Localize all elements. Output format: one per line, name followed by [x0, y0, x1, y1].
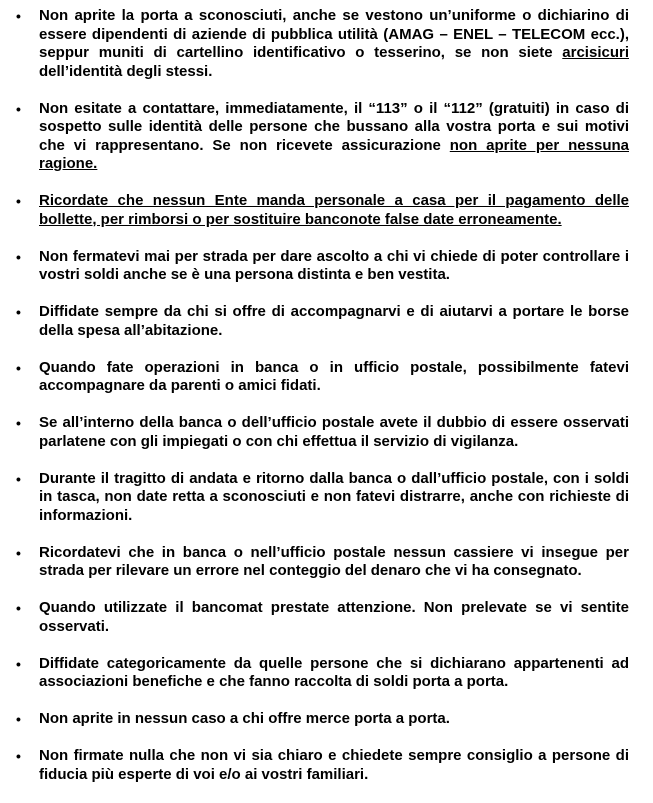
bullet-icon: •: [16, 748, 21, 764]
advice-item: [0, 100, 653, 174]
item-text: [39, 100, 629, 173]
item-text: Durante il tragitto di andata e ritorno dalla banca o dall’ufficio postale, con i soldi in tasca, non date retta a sconosciuti e non fatevi distrarre, anche con richieste di informazioni.: [39, 469, 629, 524]
advice-item: [0, 7, 653, 81]
bullet-icon: •: [16, 8, 21, 24]
bullet-icon: •: [16, 193, 21, 209]
item-text: Se all’interno della banca o dell’ufficio postale avete il dubbio di essere osservati parlatene con gli impiegati o con chi effettua il servizio di vigilanza.: [39, 414, 629, 450]
advice-item: [0, 655, 653, 692]
advice-item: [0, 414, 653, 451]
underlined-text: Ricordate che nessun Ente manda personale a casa per il pagamento delle bollette, per rimborsi o per sostituire banconote false date erroneamente.: [39, 192, 629, 228]
underlined-text: arcisicuri: [562, 44, 629, 61]
item-text-part: Non aprite la porta a sconosciuti, anche se vestono un’uniforme o dichiarino di essere dipendenti di aziende di pubblica utilità (AMAG – ENEL – TELECOM ecc.), seppur muniti di cartellino identificativo o tesserino, se non siete: [39, 7, 629, 61]
advice-item: [0, 359, 653, 396]
advice-item: [0, 248, 653, 285]
advice-item: [0, 710, 653, 729]
item-text: Quando utilizzate il bancomat prestate attenzione. Non prelevate se vi sentite osservati.: [39, 599, 629, 635]
advice-item: [0, 544, 653, 581]
underlined-text: non aprite per nessuna ragione.: [39, 136, 629, 172]
item-text: [39, 192, 629, 228]
advice-item: [0, 599, 653, 636]
item-text: Diffidate categoricamente da quelle persone che si dichiarano appartenenti ad associazioni benefiche e che fanno raccolta di soldi porta a porta.: [39, 654, 629, 690]
item-text: [39, 7, 629, 80]
bullet-icon: •: [16, 544, 21, 561]
advice-item: [0, 303, 653, 340]
bullet-icon: •: [16, 248, 21, 265]
item-text: Non firmate nulla che non vi sia chiaro e chiedete sempre consiglio a persone di fiducia più esperte di voi e/o ai vostri familiari.: [39, 747, 629, 783]
item-text: Ricordatevi che in banca o nell’ufficio postale nessun cassiere vi insegue per strada per rilevare un errore nel conteggio del denaro che vi ha consegnato.: [39, 543, 629, 579]
advice-item: [0, 747, 653, 784]
bullet-icon: •: [16, 711, 21, 727]
bullet-icon: •: [16, 100, 21, 117]
bullet-icon: •: [16, 470, 21, 487]
item-text: Non fermatevi mai per strada per dare ascolto a chi vi chiede di poter controllare i vostri soldi anche se è una persona distinta e ben vestita.: [39, 247, 629, 283]
item-text: Quando fate operazioni in banca o in ufficio postale, possibilmente fatevi accompagnare da parenti o amici fidati.: [39, 358, 629, 394]
item-text: Non aprite in nessun caso a chi offre merce porta a porta.: [39, 710, 450, 727]
advice-item: [0, 470, 653, 526]
advice-item: [0, 192, 653, 229]
item-text-part: Non esitate a contattare, immediatamente, il “113” o il “112” (gratuiti) in caso di sospetto sulle identità delle persone che bussano alla vostra porta e sui motivi che vi rappresentano. Se non ricevete assicurazione: [39, 99, 629, 154]
advice-list: [0, 7, 653, 803]
bullet-icon: •: [16, 655, 21, 672]
bullet-icon: •: [16, 415, 21, 431]
item-text: Diffidate sempre da chi si offre di accompagnarvi e di aiutarvi a portare le borse della spesa all’abitazione.: [39, 303, 629, 339]
bullet-icon: •: [16, 359, 21, 376]
bullet-icon: •: [16, 600, 21, 616]
item-text-part: dell’identità degli stessi.: [39, 62, 213, 80]
bullet-icon: •: [16, 304, 21, 320]
